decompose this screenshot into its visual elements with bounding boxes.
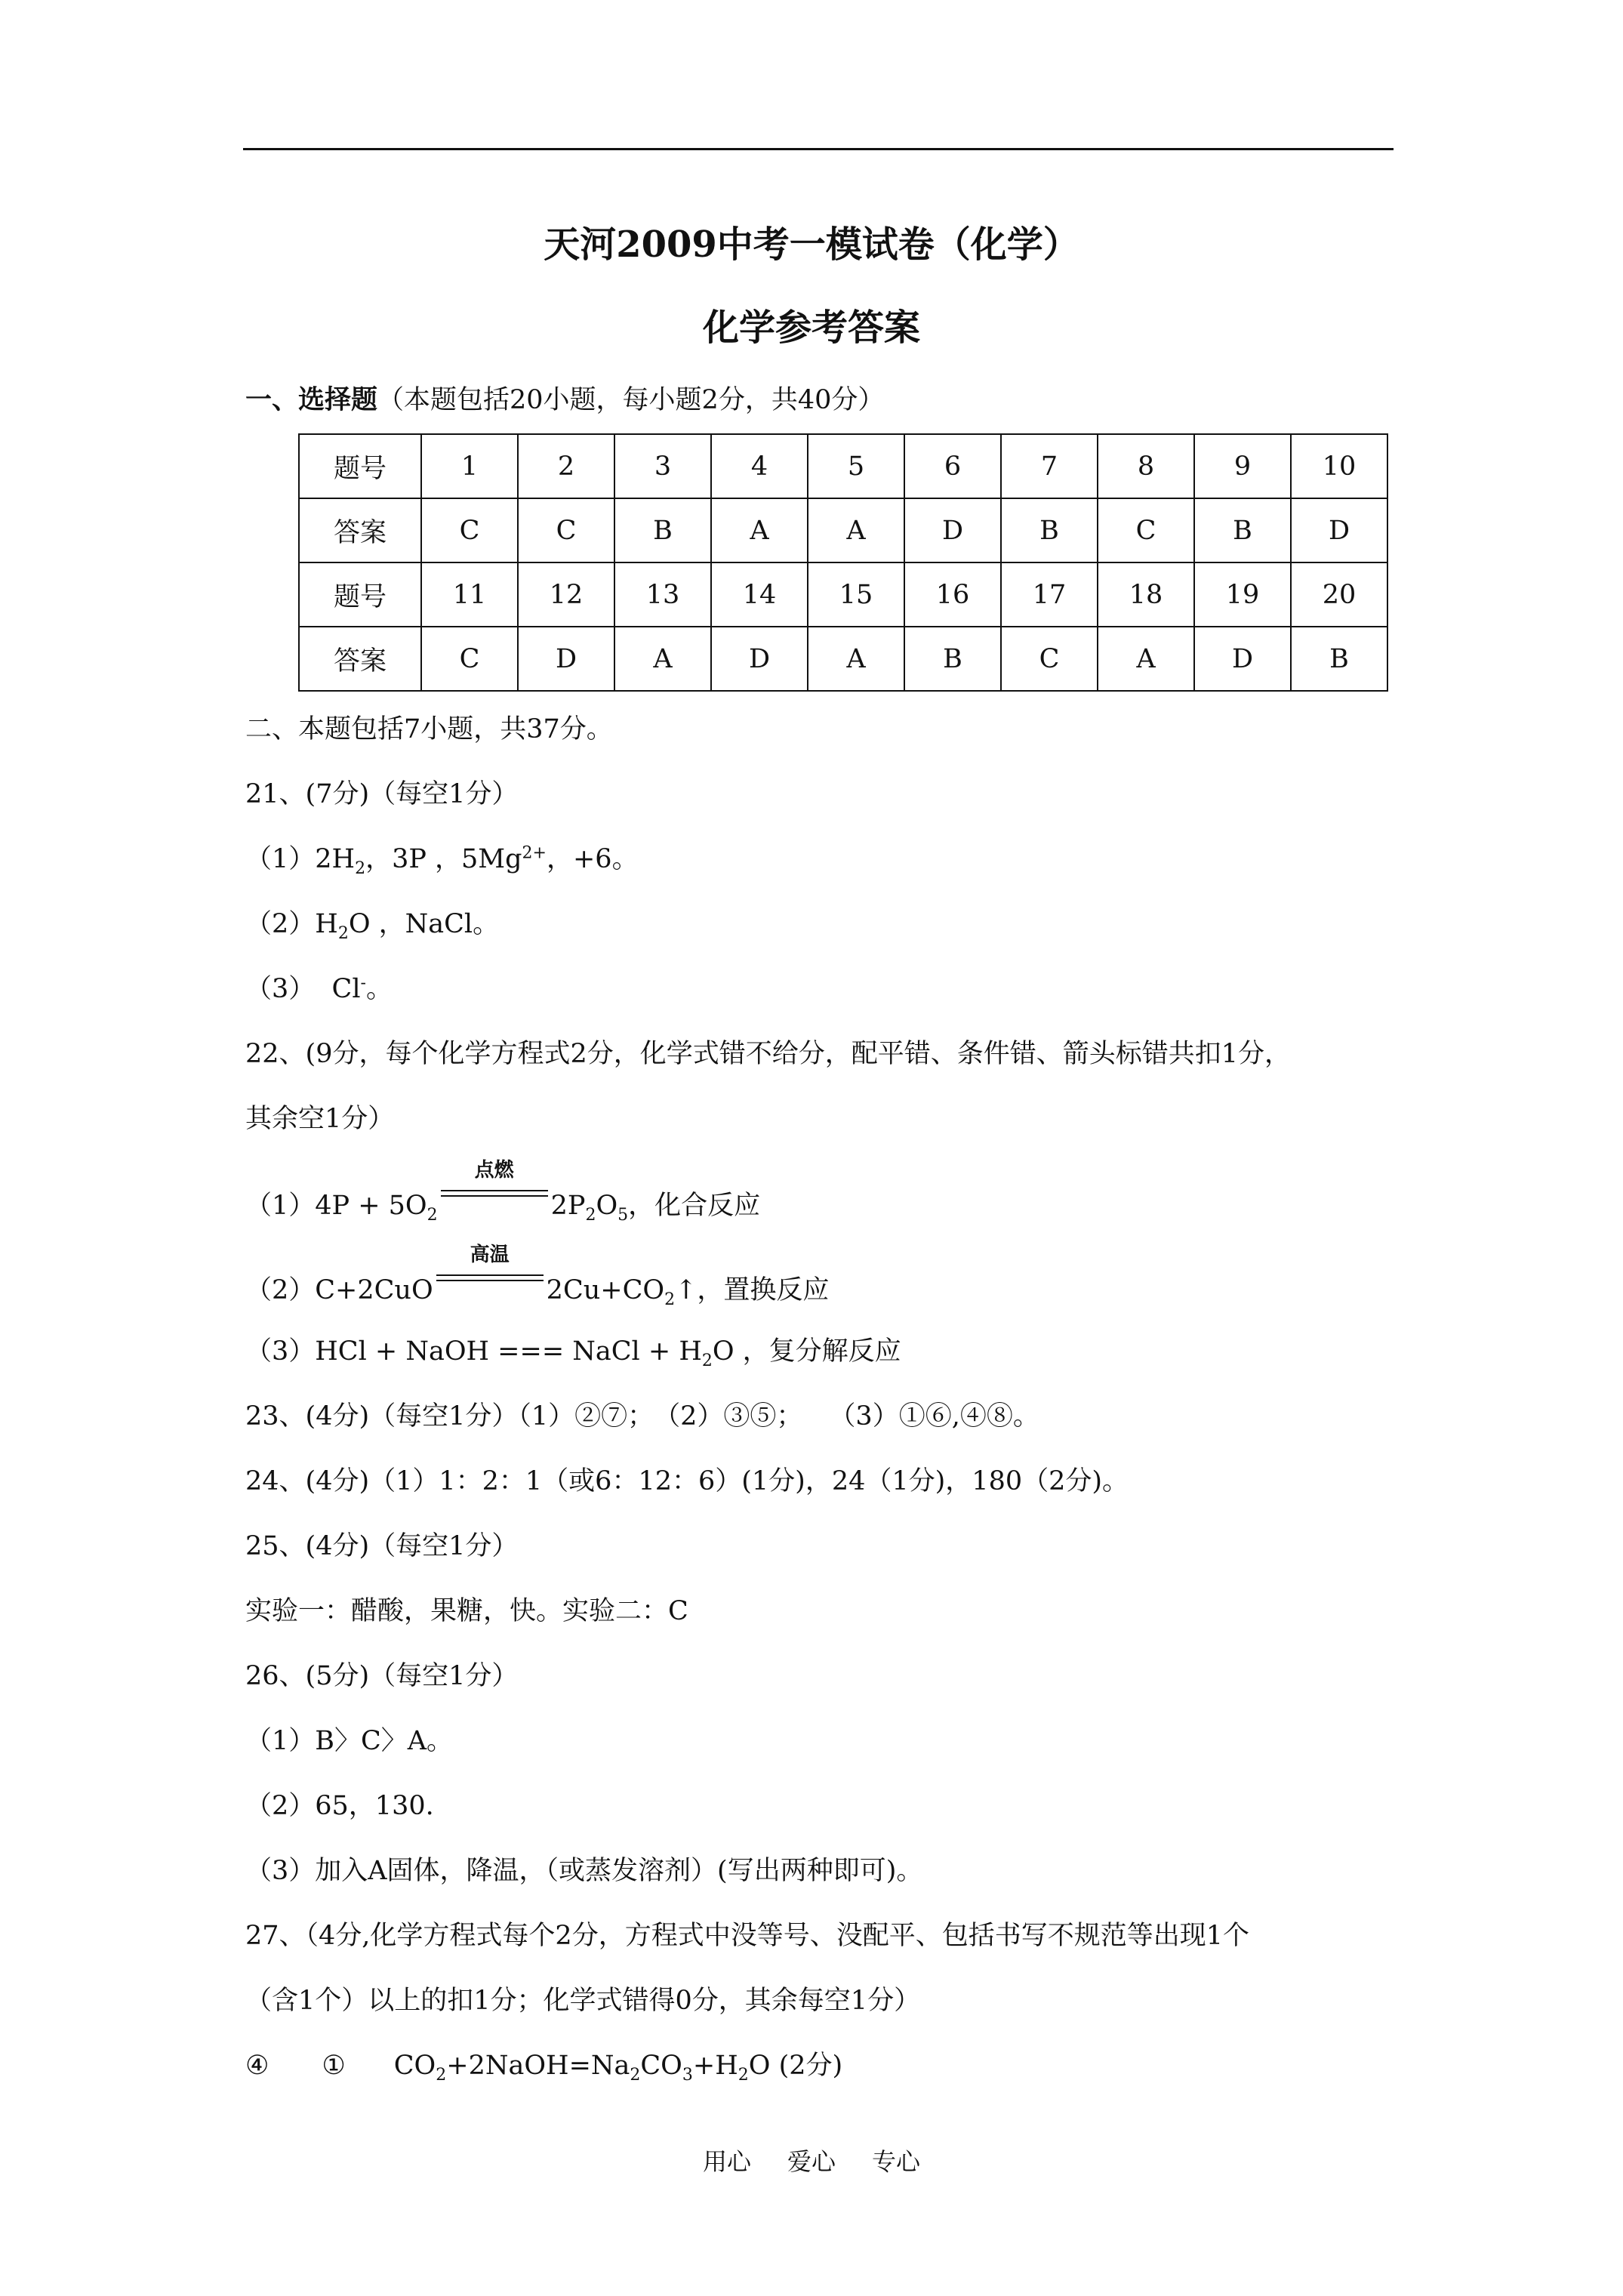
q21-part2 [245,908,499,941]
formula-text: Cl [331,974,361,1004]
formula-text: +2NaOH=Na [446,2051,630,2081]
table-cell: C [421,627,518,691]
table-cell: 8 [1098,434,1194,498]
table-cell: B [1291,627,1387,691]
formula-text: ，+6。 [546,844,639,874]
q22-title-line2: 其余空1分） [245,1104,395,1134]
table-cell: 4 [711,434,808,498]
table-cell: D [1291,498,1387,562]
table-cell: 14 [711,562,808,627]
table-cell: A [1098,627,1194,691]
row-label: 题号 [299,562,421,627]
superscript: 2+ [522,843,547,863]
table-cell: B [1001,498,1098,562]
subscript: 2 [436,2066,447,2085]
table-cell: 19 [1194,562,1291,627]
formula-text: H [315,909,338,939]
table-cell: 12 [518,562,614,627]
subscript: 3 [682,2066,693,2085]
section1-note: （本题包括20小题，每小题2分，共40分） [377,385,885,415]
answer-table-row [299,434,1387,498]
table-cell: C [518,498,614,562]
row-label: 题号 [299,434,421,498]
formula-text: 2H [315,844,356,874]
formula-text: +H [692,2051,738,2081]
q27-title-line1: 27、（4分,化学方程式每个2分，方程式中没等号、没配平、包括书写不规范等出现1个 [245,1921,1249,1951]
q22-title-line1: 22、(9分，每个化学方程式2分，化学式错不给分，配平错、条件错、箭头标错共扣1分， [245,1039,1291,1069]
formula-text: ，3P ，5Mg [365,844,522,874]
table-cell: 20 [1291,562,1387,627]
table-cell: A [614,627,711,691]
answer-table [298,433,1388,692]
q22-equation3 [245,1335,901,1368]
score-note: (2分) [778,2051,843,2081]
table-cell: B [904,627,1001,691]
part-prefix: （2） [245,909,316,939]
equals-bar [441,1190,548,1191]
table-cell: D [711,627,808,691]
table-cell: C [421,498,518,562]
subscript: 2 [664,1290,676,1309]
table-cell: D [1194,627,1291,691]
row-label: 答案 [299,627,421,691]
formula-text: 。 [365,974,393,1004]
q26-part2: （2）65，130. [245,1791,434,1821]
formula-text: CO [393,2051,436,2081]
answer-table-row [299,498,1387,562]
formula-text: （2）C+2CuO [245,1275,433,1305]
q27-answer [245,2049,843,2085]
q27-title-line2: （含1个）以上的扣1分；化学式错得0分，其余每空1分） [245,1986,921,2016]
formula-text: CO [640,2051,682,2081]
page-title: 天河2009中考一模试卷（化学） [544,223,1079,266]
q24-answer: 24、(4分)（1）1：2：1（或6：12：6）(1分)，24（1分)，180（2分)。 [245,1466,1129,1496]
answer-symbol: ① [322,2051,346,2081]
table-cell: C [1001,627,1098,691]
q22-equation1 [245,1159,761,1225]
answer-table-row [299,562,1387,627]
table-cell: 9 [1194,434,1291,498]
table-cell: 18 [1098,562,1194,627]
subscript: 5 [617,1206,629,1225]
formula-text: 2P [550,1191,586,1221]
formula-text: （3）HCl + NaOH === NaCl + H [245,1336,702,1367]
page-subtitle: 化学参考答案 [702,307,920,349]
subscript: 2 [701,1351,713,1370]
section1-heading [245,384,884,417]
formula-text: （1）4P + 5O [245,1191,427,1221]
table-cell: 10 [1291,434,1387,498]
q26-part1: （1）B〉C〉A。 [245,1726,454,1756]
condition-label: 点燃 [474,1159,514,1182]
table-cell: 17 [1001,562,1098,627]
table-cell: B [614,498,711,562]
equals-bar [441,1195,548,1197]
table-cell: C [1098,498,1194,562]
q26-part3: （3）加入A固体，降温，（或蒸发溶剂）(写出两种即可)。 [245,1856,923,1886]
footer-word: 专心 [872,2147,921,2176]
footer-word: 爱心 [787,2147,836,2176]
table-cell: 1 [421,434,518,498]
condition-label: 高温 [470,1244,510,1266]
table-cell: 13 [614,562,711,627]
page-footer [0,2143,1623,2177]
formula-text: O [748,2051,771,2081]
q25-answer: 实验一：醋酸，果糖，快。实验二：C [245,1596,688,1626]
q26-title: 26、(5分)（每空1分） [245,1661,519,1691]
reaction-condition [438,1159,551,1214]
answer-symbol: ④ [245,2051,269,2081]
part-prefix: （1） [245,844,316,874]
table-cell: 5 [808,434,904,498]
formula-text: 2Cu+CO [546,1275,665,1305]
table-cell: B [1194,498,1291,562]
q22-equation2 [245,1244,830,1309]
formula-text: O ，NaCl。 [348,909,500,939]
table-cell: A [808,627,904,691]
part-prefix: （3） [245,974,316,1004]
answer-table-row [299,627,1387,691]
q21-part1 [245,843,639,876]
table-cell: A [711,498,808,562]
equals-bar [436,1280,544,1281]
subscript: 2 [337,924,349,943]
subscript: 2 [585,1206,596,1225]
formula-text: O [596,1191,618,1221]
equals-bar [436,1274,544,1276]
section1-heading-label: 一、选择题 [245,384,378,415]
q23-answer: 23、(4分)（每空1分）（1）②⑦； （2）③⑤； （3）①⑥,④⑧。 [245,1401,1039,1432]
table-cell: D [904,498,1001,562]
subscript: 2 [427,1206,438,1225]
section2-heading: 二、本题包括7小题，共37分。 [245,714,613,744]
formula-text: ，化合反应 [628,1191,761,1221]
formula-text: ↑，置换反应 [675,1275,830,1305]
q25-title: 25、(4分)（每空1分） [245,1531,519,1561]
table-cell: 15 [808,562,904,627]
superscript: - [360,973,366,993]
q21-part3 [245,972,393,1006]
table-cell: 2 [518,434,614,498]
table-cell: 11 [421,562,518,627]
subscript: 2 [355,859,366,878]
subscript: 2 [738,2066,749,2085]
table-cell: A [808,498,904,562]
table-cell: 16 [904,562,1001,627]
table-cell: D [518,627,614,691]
formula-text: O ，复分解反应 [712,1336,901,1367]
table-cell: 6 [904,434,1001,498]
row-label: 答案 [299,498,421,562]
footer-word: 用心 [702,2147,751,2176]
q21-title: 21、(7分)（每空1分） [245,779,519,809]
subscript: 2 [630,2066,641,2085]
reaction-condition [433,1244,547,1299]
table-cell: 3 [614,434,711,498]
table-cell: 7 [1001,434,1098,498]
header-rule [243,148,1394,150]
